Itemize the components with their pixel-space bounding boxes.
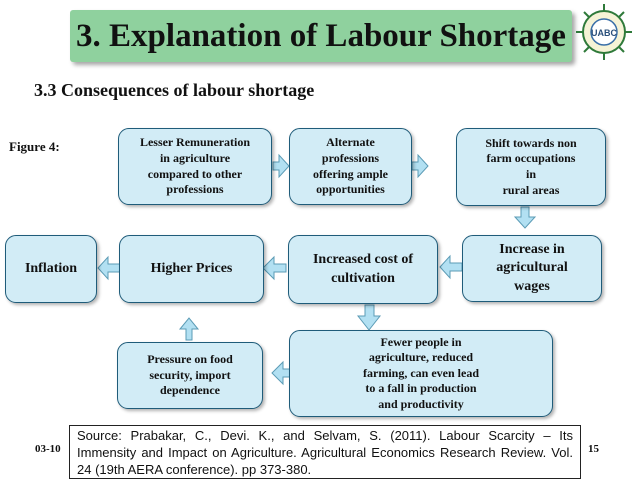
node-shift-non-farm: Shift towards non farm occupations in rural areas	[456, 128, 606, 206]
arrow-alternate-to-shift	[412, 155, 428, 177]
node-lesser-remuneration: Lesser Remuneration in agriculture compared to other professions	[118, 128, 272, 205]
page-number: 15	[588, 443, 599, 455]
figure-label: Figure 4:	[9, 139, 60, 154]
slide-date: 03-10	[35, 443, 61, 455]
node-alternate-professions: Alternate professions offering ample opportunities	[289, 128, 412, 205]
source-citation: Source: Prabakar, C., Devi. K., and Selvam, S. (2011). Labour Scarcity – Its Immensity and Impact on Agriculture. Agricultural Economics Research Review. Vol. 24 (19th AERA conference). pp 373-380.	[69, 425, 581, 479]
node-pressure-food: Pressure on food security, import dependence	[117, 342, 263, 409]
arrow-prices-to-inflation	[98, 257, 120, 279]
node-inflation: Inflation	[5, 235, 97, 303]
arrow-shift-to-wages	[515, 207, 535, 228]
section-heading: 3.3 Consequences of labour shortage	[34, 80, 315, 100]
node-increased-cost: Increased cost of cultivation	[288, 235, 438, 304]
node-higher-prices: Higher Prices	[119, 235, 264, 303]
arrow-remuneration-to-alternate	[273, 155, 289, 177]
logo-text: UABC	[591, 28, 617, 38]
node-increase-wages: Increase in agricultural wages	[462, 235, 602, 302]
arrow-cost-to-prices	[263, 257, 286, 279]
arrow-pressure-to-prices	[180, 318, 198, 340]
node-fewer-people: Fewer people in agriculture, reduced farming, can even lead to a fall in production and productivity	[289, 330, 553, 417]
arrow-cost-to-fewer	[358, 305, 380, 330]
slide-title: 3. Explanation of Labour Shortage	[70, 10, 572, 62]
arrow-wages-to-cost	[440, 256, 462, 278]
